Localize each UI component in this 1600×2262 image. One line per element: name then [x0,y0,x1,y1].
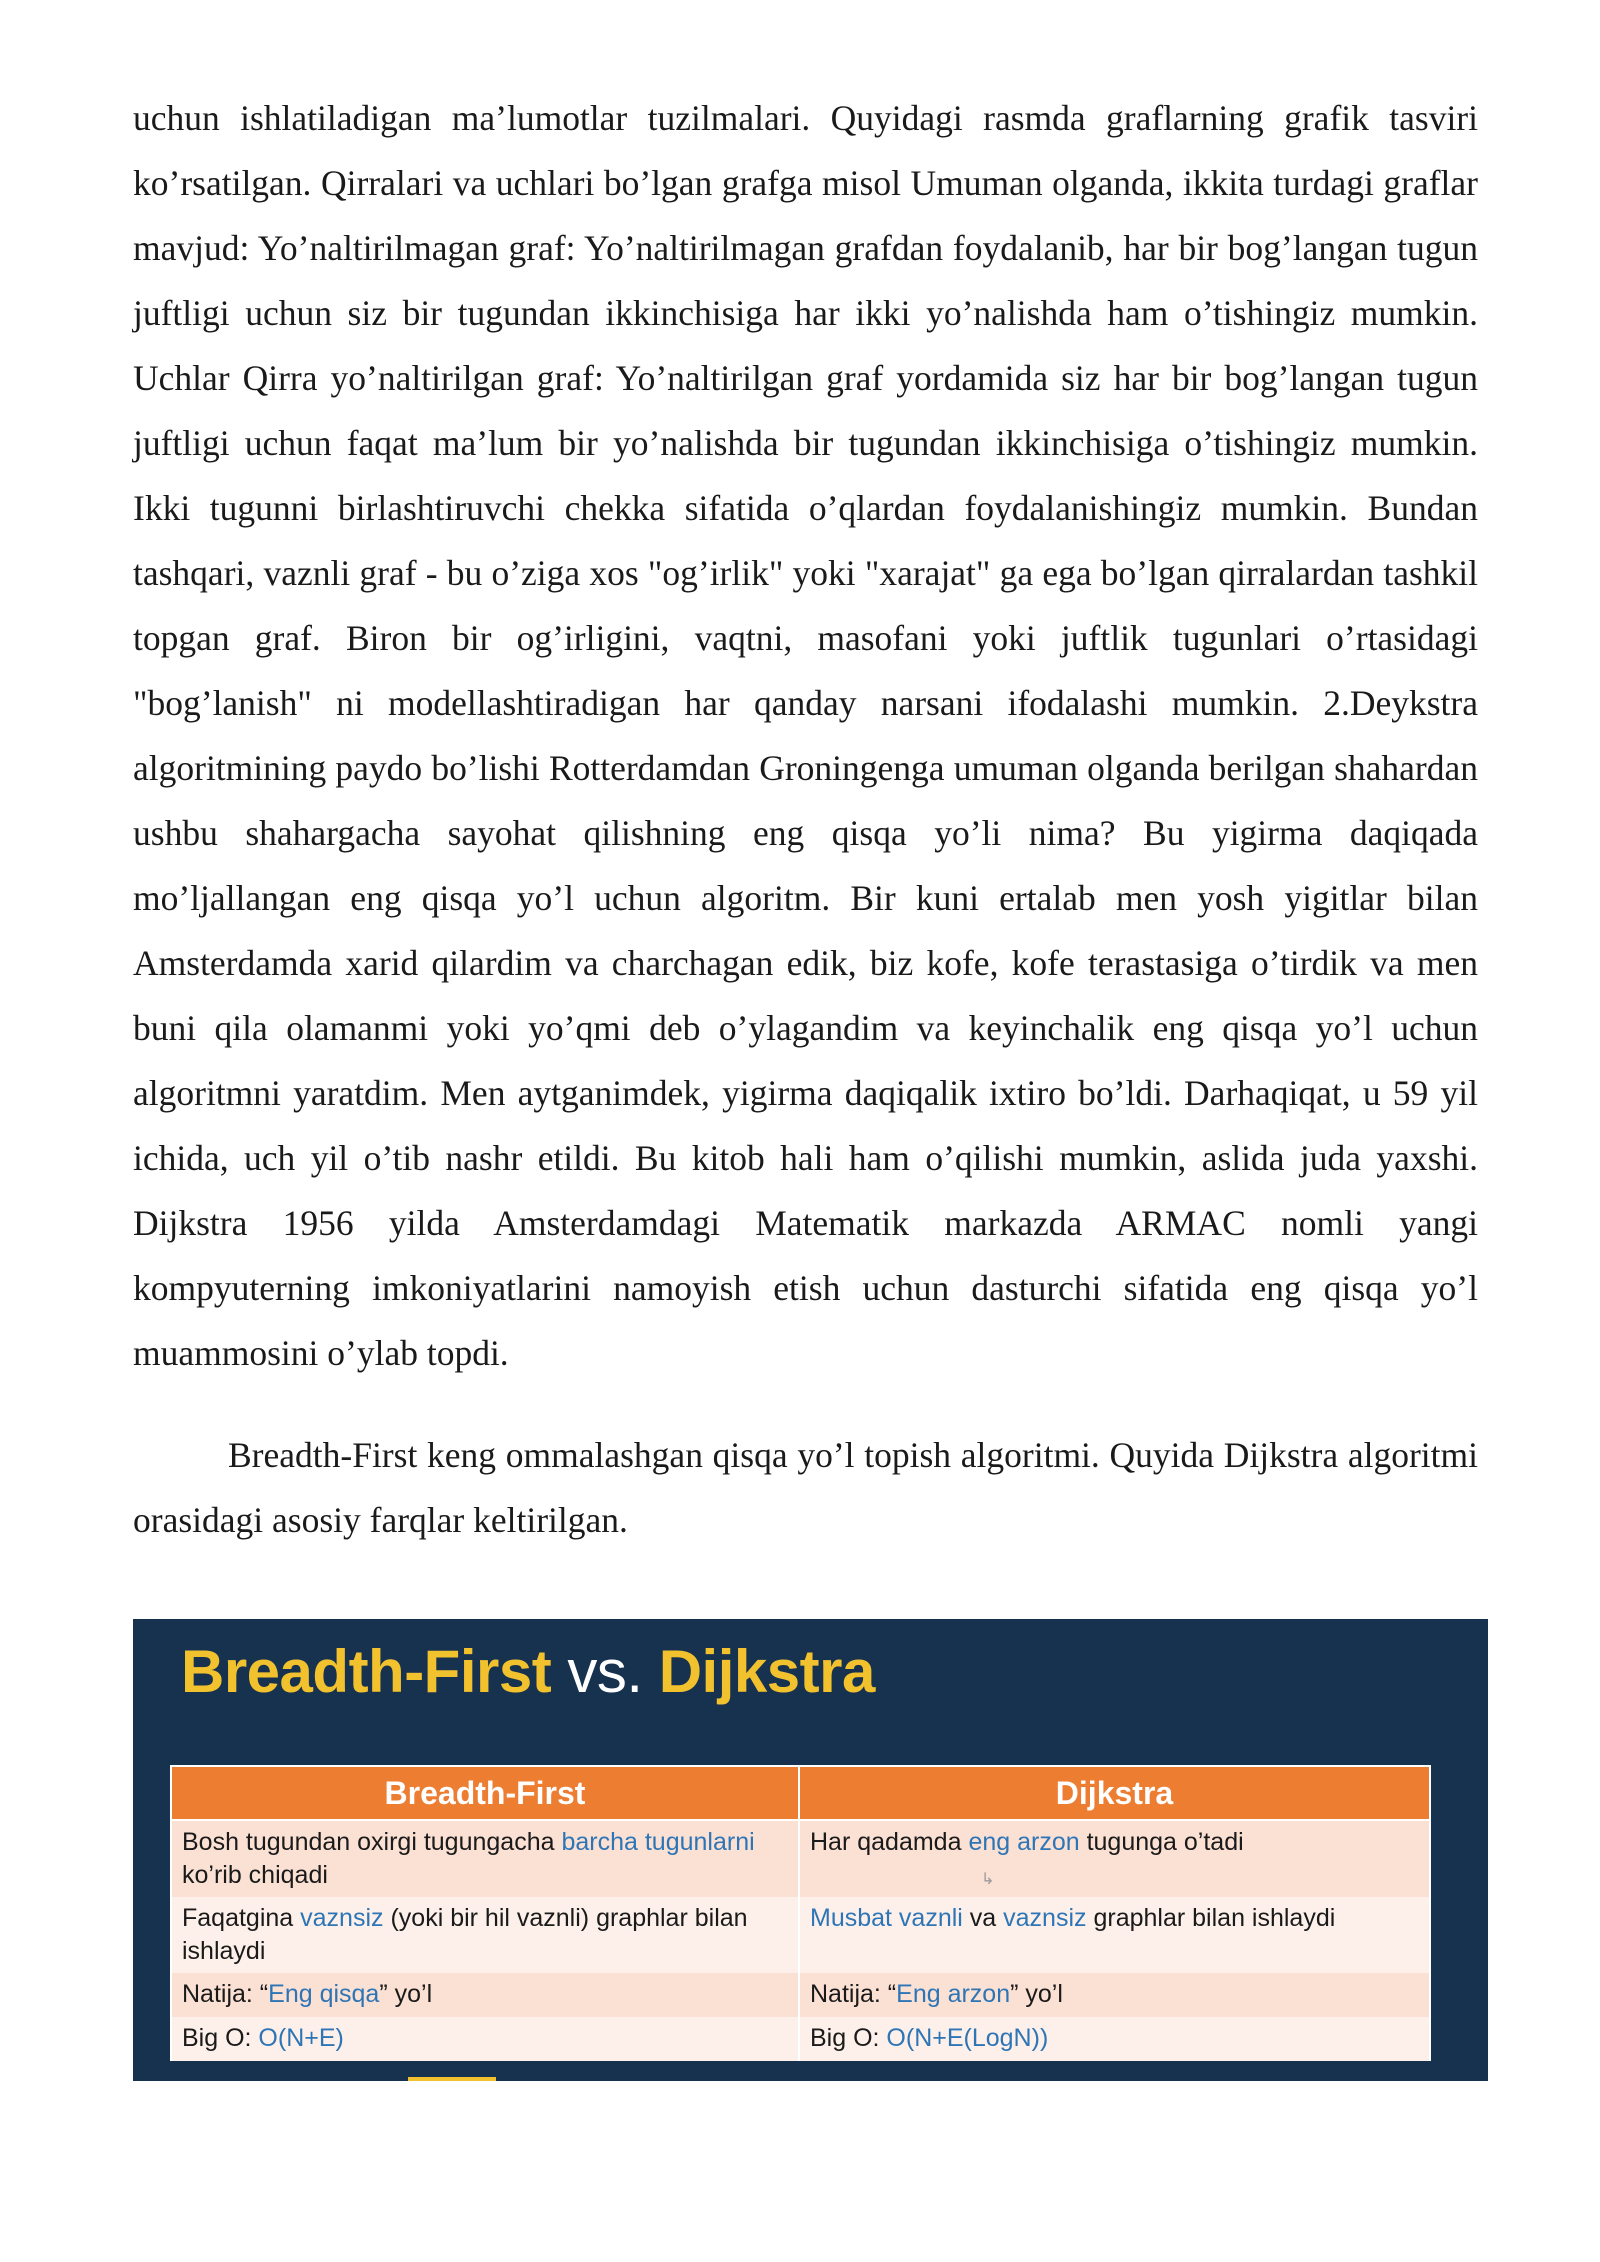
document-body [133,86,1478,1553]
cell-dijkstra-complexity: Big O: O(N+E(LogN)) [799,2017,1430,2061]
table-row [171,1973,1430,2017]
cell-bfs-traversal: Bosh tugundan oxirgi tugungacha barcha tugunlarni ko’rib chiqadi [171,1820,799,1897]
comparison-figure [133,1619,1488,2081]
paragraph-graphs: uchun ishlatiladigan ma’lumotlar tuzilmalari. Quyidagi rasmda graflarning grafik tasviri ko’rsatilgan. Qirralari va uchlari bo’lgan grafga misol Umuman olganda, ikkita turdagi graflar mavjud: Yo’naltirilmagan graf: Yo’naltirilmagan grafdan foydalanib, har bir bog’langan tugun juftligi uchun siz bir tugundan ikkinchisiga har ikki yo’nalishda ham o’tishingiz mumkin. Uchlar Qirra yo’naltirilgan graf: Yo’naltirilgan graf yordamida siz har bir bog’langan tugun juftligi uchun faqat ma’lum bir yo’nalishda bir tugundan ikkinchisiga o’tishingiz mumkin. Ikki tugunni birlashtiruvchi chekka sifatida o’qlardan foydalanishingiz mumkin. Bundan tashqari, vaznli graf - bu o’ziga xos "og’irlik" yoki "xarajat" ga ega bo’lgan qirralardan tashkil topgan graf. Biron bir og’irligini, vaqtni, masofani yoki juftlik tugunlari o’rtasidagi "bog’lanish" ni modellashtiradigan har qanday narsani ifodalashi mumkin. 2.Deykstra algoritmining paydo bo’lishi Rotterdamdan Groningenga umuman olganda berilgan shahardan ushbu shahargacha sayohat qilishning eng qisqa yo’li nima? Bu yigirma daqiqada mo’ljallangan eng qisqa yo’l uchun algoritm. Bir kuni ertalab men yosh yigitlar bilan Amsterdamda xarid qilardim va charchagan edik, biz kofe, kofe terastasiga o’tirdik va men buni qila olamanmi yoki yo’qmi deb o’ylagandim va keyinchalik eng qisqa yo’l uchun algoritmni yaratdim. Men aytganimdek, yigirma daqiqalik ixtiro bo’ldi. Darhaqiqat, u 59 yil ichida, uch yil o’tib nashr etildi. Bu kitob hali ham o’qilishi mumkin, aslida juda yaxshi. Dijkstra 1956 yilda Amsterdamdagi Matematik markazda ARMAC nomli yangi kompyuterning imkoniyatlarini namoyish etish uchun dasturchi sifatida eng qisqa yo’l muammosini o’ylab topdi. [133,98,1478,1373]
header-dijkstra: Dijkstra [799,1766,1430,1820]
cell-bfs-complexity: Big O: O(N+E) [171,2017,799,2061]
figure-title-right: Dijkstra [658,1638,875,1705]
cell-dijkstra-weights: Musbat vaznli va vaznsiz graphlar bilan ishlaydi [799,1897,1430,1973]
table-row [171,1820,1430,1897]
paragraph-breadth-first: Breadth-First keng ommalashgan qisqa yo’l topish algoritmi. Quyida Dijkstra algoritmi orasidagi asosiy farqlar keltirilgan. [133,1435,1478,1540]
comparison-table [170,1765,1431,2061]
figure-title-vs: vs. [551,1638,659,1705]
cell-bfs-result: Natija: “Eng qisqa” yo’l [171,1973,799,2017]
mouse-cursor-icon: ↳ [981,1871,995,1888]
cell-bfs-weights: Faqatgina vaznsiz (yoki bir hil vaznli) graphlar bilan ishlaydi [171,1897,799,1973]
cell-dijkstra-result: Natija: “Eng arzon” yo’l [799,1973,1430,2017]
figure-title [181,1637,875,1706]
slide-accent-bar [408,2077,496,2081]
figure-title-left: Breadth-First [181,1638,552,1705]
table-row [171,1897,1430,1973]
header-breadth-first: Breadth-First [171,1766,799,1820]
table-header-row [171,1766,1430,1820]
table-row [171,2017,1430,2061]
cell-dijkstra-traversal: Har qadamda eng arzon tugunga o’tadi [799,1820,1430,1897]
